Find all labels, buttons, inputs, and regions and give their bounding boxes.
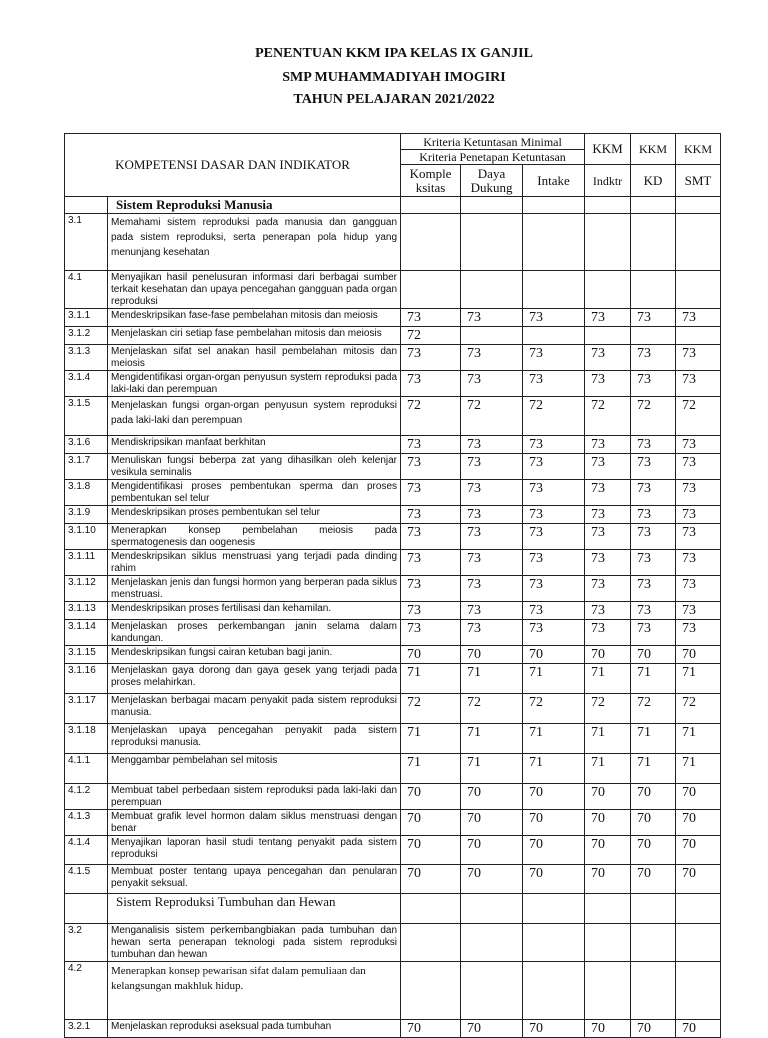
kkm-smt-value [676,327,721,345]
kkm-kd-value: 72 [631,397,676,436]
daya-dukung-value: 73 [461,602,523,620]
intake-value: 73 [523,436,585,454]
header-kkm-3: KKM [676,134,721,165]
kompleksitas-value: 72 [401,694,461,724]
kompleksitas-value: 70 [401,810,461,836]
intake-value: 73 [523,454,585,480]
section-empty-cell [585,894,631,924]
indicator-code: 3.2.1 [65,1020,108,1038]
kkm-smt-value [676,271,721,309]
kkm-kd-value [631,214,676,271]
indicator-code: 3.1.15 [65,646,108,664]
kkm-indikator-value: 70 [585,836,631,865]
kompleksitas-value [401,214,461,271]
kkm-smt-value [676,962,721,1020]
table-row [65,454,721,480]
table-row [65,1020,721,1038]
kkm-smt-value: 73 [676,620,721,646]
table-row [65,620,721,646]
indicator-description: Menjelaskan fungsi organ-organ penyusun system reproduksi pada laki-laki dan perempuan [108,397,401,436]
kkm-kd-value [631,327,676,345]
table-row [65,924,721,962]
kkm-smt-value: 71 [676,754,721,784]
table-row [65,506,721,524]
section-empty-cell [676,894,721,924]
indicator-code: 3.1.18 [65,724,108,754]
indicator-code: 3.1.9 [65,506,108,524]
header-kkm-1: KKM [585,134,631,165]
intake-value: 71 [523,664,585,694]
indicator-code: 3.1.1 [65,309,108,327]
kkm-indikator-value: 73 [585,454,631,480]
kkm-indikator-value: 73 [585,371,631,397]
kompleksitas-value: 73 [401,436,461,454]
kompleksitas-value: 73 [401,602,461,620]
kkm-smt-value [676,214,721,271]
kkm-indikator-value: 73 [585,602,631,620]
table-row [65,836,721,865]
kkm-smt-value: 73 [676,436,721,454]
kompleksitas-value [401,924,461,962]
intake-value: 70 [523,865,585,894]
table-row [65,524,721,550]
indicator-code: 3.1.5 [65,397,108,436]
intake-value [523,327,585,345]
section-empty-cell [401,894,461,924]
indicator-description: Menjelaskan sifat sel anakan hasil pembelahan mitosis dan meiosis [108,345,401,371]
section-row [65,894,721,924]
kkm-kd-value: 70 [631,784,676,810]
kompleksitas-value: 72 [401,327,461,345]
kkm-kd-value [631,271,676,309]
kkm-smt-value: 73 [676,550,721,576]
section-empty-cell [401,197,461,214]
daya-dukung-value: 70 [461,810,523,836]
kkm-kd-value: 73 [631,345,676,371]
daya-dukung-value: 70 [461,1020,523,1038]
daya-dukung-value: 73 [461,506,523,524]
table-row [65,480,721,506]
kompleksitas-value: 73 [401,576,461,602]
intake-value: 73 [523,576,585,602]
indicator-code: 3.1.4 [65,371,108,397]
intake-value: 71 [523,754,585,784]
kkm-indikator-value: 73 [585,506,631,524]
indicator-description: Menjelaskan reproduksi aseksual pada tumbuhan [108,1020,401,1038]
kompleksitas-value: 72 [401,397,461,436]
kompleksitas-value: 73 [401,524,461,550]
kkm-indikator-value [585,327,631,345]
document-title: PENENTUAN KKM IPA KELAS IX GANJIL [255,46,533,61]
kkm-smt-value: 72 [676,694,721,724]
kkm-kd-value: 73 [631,506,676,524]
section-code-cell [65,894,108,924]
indicator-description: Menganalisis sistem perkembangbiakan pada tumbuhan dan hewan serta penerapan teknologi pada sistem reproduksi tumbuhan dan hewan [108,924,401,962]
kkm-indikator-value [585,962,631,1020]
indicator-description: Membuat poster tentang upaya pencegahan dan penularan penyakit seksual. [108,865,401,894]
kompleksitas-value: 70 [401,784,461,810]
indicator-code: 4.1.5 [65,865,108,894]
intake-value: 70 [523,1020,585,1038]
header-kkm-2: KKM [631,134,676,165]
indicator-code: 3.1.17 [65,694,108,724]
kompleksitas-value: 70 [401,646,461,664]
kompleksitas-value: 73 [401,550,461,576]
indicator-description: Mendeskripsikan siklus menstruasi yang terjadi pada dinding rahim [108,550,401,576]
header-indktr: Indktr [585,165,631,197]
indicator-code: 3.1.10 [65,524,108,550]
indicator-code: 3.1.14 [65,620,108,646]
header-kompleksitas: Komple ksitas [401,165,461,197]
table-row [65,576,721,602]
kompleksitas-value: 73 [401,371,461,397]
kkm-smt-value: 73 [676,602,721,620]
intake-value [523,214,585,271]
kkm-indikator-value: 73 [585,550,631,576]
kkm-kd-value: 71 [631,754,676,784]
intake-value: 71 [523,724,585,754]
table-row [65,962,721,1020]
indicator-code: 3.1.12 [65,576,108,602]
kkm-indikator-value: 72 [585,397,631,436]
intake-value [523,962,585,1020]
table-row [65,550,721,576]
section-code-cell [65,197,108,214]
daya-dukung-value: 73 [461,371,523,397]
daya-dukung-value [461,962,523,1020]
intake-value: 73 [523,550,585,576]
intake-value: 73 [523,480,585,506]
kkm-smt-value: 70 [676,646,721,664]
indicator-description: Menyajikan laporan hasil studi tentang penyakit pada sistem reproduksi [108,836,401,865]
kompleksitas-value: 70 [401,1020,461,1038]
header-row-1 [65,134,721,150]
kkm-smt-value: 70 [676,1020,721,1038]
indicator-code: 4.2 [65,962,108,1020]
indicator-description: Mendeskripsikan fase-fase pembelahan mitosis dan meiosis [108,309,401,327]
intake-value: 70 [523,784,585,810]
header-daya-dukung: Daya Dukung [461,165,523,197]
indicator-code: 4.1.1 [65,754,108,784]
intake-value [523,924,585,962]
table-row [65,327,721,345]
table-row [65,309,721,327]
indicator-description: Menuliskan fungsi beberpa zat yang dihasilkan oleh kelenjar vesikula seminalis [108,454,401,480]
intake-value: 72 [523,694,585,724]
kkm-smt-value: 73 [676,506,721,524]
indicator-description: Menjelaskan proses perkembangan janin selama dalam kandungan. [108,620,401,646]
intake-value: 73 [523,371,585,397]
table-row [65,694,721,724]
kkm-kd-value: 70 [631,865,676,894]
intake-value: 73 [523,309,585,327]
kkm-kd-value: 73 [631,371,676,397]
indicator-code: 4.1.2 [65,784,108,810]
section-empty-cell [461,894,523,924]
indicator-description: Menjelaskan berbagai macam penyakit pada sistem reproduksi manusia. [108,694,401,724]
table-row [65,602,721,620]
section-empty-cell [631,197,676,214]
daya-dukung-value: 71 [461,724,523,754]
indicator-description: Membuat tabel perbedaan sistem reproduksi pada laki-laki dan perempuan [108,784,401,810]
daya-dukung-value [461,214,523,271]
indicator-description: Menggambar pembelahan sel mitosis [108,754,401,784]
kkm-indikator-value: 71 [585,724,631,754]
daya-dukung-value: 72 [461,694,523,724]
kkm-kd-value: 73 [631,480,676,506]
header-intake: Intake [523,165,585,197]
section-empty-cell [676,197,721,214]
kkm-indikator-value: 72 [585,694,631,724]
table-body [65,134,721,1038]
indicator-description: Mendeskripsikan proses fertilisasi dan kehamilan. [108,602,401,620]
section-row [65,197,721,214]
daya-dukung-value [461,271,523,309]
kkm-kd-value: 70 [631,810,676,836]
daya-dukung-value: 73 [461,550,523,576]
indicator-code: 4.1 [65,271,108,309]
kkm-indikator-value: 70 [585,1020,631,1038]
kkm-kd-value: 73 [631,620,676,646]
table-row [65,214,721,271]
kkm-indikator-value: 71 [585,754,631,784]
daya-dukung-value: 73 [461,309,523,327]
indicator-code: 3.1.3 [65,345,108,371]
indicator-description: Menjelaskan gaya dorong dan gaya gesek yang terjadi pada proses melahirkan. [108,664,401,694]
kkm-smt-value: 71 [676,724,721,754]
intake-value: 73 [523,524,585,550]
kkm-smt-value: 73 [676,480,721,506]
table-row [65,271,721,309]
kkm-indikator-value [585,924,631,962]
table-row [65,345,721,371]
kompleksitas-value: 70 [401,836,461,865]
indicator-description: Mengidentifikasi organ-organ penyusun system reproduksi pada laki-laki dan perempuan [108,371,401,397]
daya-dukung-value: 73 [461,524,523,550]
kompleksitas-value [401,271,461,309]
table-row [65,724,721,754]
kkm-table [64,133,721,1038]
daya-dukung-value: 73 [461,620,523,646]
kkm-smt-value: 73 [676,345,721,371]
kkm-indikator-value: 73 [585,480,631,506]
daya-dukung-value: 73 [461,480,523,506]
kompleksitas-value: 73 [401,506,461,524]
kkm-indikator-value: 73 [585,345,631,371]
indicator-description: Menjelaskan upaya pencegahan penyakit pada sistem reproduksi manusia. [108,724,401,754]
indicator-code: 3.1.2 [65,327,108,345]
section-title: Sistem Reproduksi Manusia [108,197,401,214]
intake-value: 73 [523,345,585,371]
indicator-code: 4.1.4 [65,836,108,865]
indicator-description: Mendeskripsikan fungsi cairan ketuban bagi janin. [108,646,401,664]
kkm-kd-value: 73 [631,524,676,550]
header-kriteria-penetapan: Kriteria Penetapan Ketuntasan [401,150,585,165]
indicator-description: Menjelaskan ciri setiap fase pembelahan mitosis dan meiosis [108,327,401,345]
table-row [65,865,721,894]
table-row [65,371,721,397]
kkm-indikator-value: 70 [585,646,631,664]
daya-dukung-value [461,924,523,962]
kkm-indikator-value: 73 [585,436,631,454]
section-empty-cell [585,197,631,214]
intake-value: 70 [523,810,585,836]
kompleksitas-value: 70 [401,865,461,894]
kkm-smt-value: 73 [676,309,721,327]
kkm-indikator-value: 73 [585,620,631,646]
indicator-description: Menyajikan hasil penelusuran informasi dari berbagai sumber terkait kesehatan dan upaya pencegahan gangguan pada organ reproduksi [108,271,401,309]
intake-value [523,271,585,309]
kkm-smt-value: 73 [676,576,721,602]
kkm-smt-value: 73 [676,454,721,480]
section-empty-cell [523,197,585,214]
kkm-smt-value: 73 [676,371,721,397]
kkm-smt-value: 70 [676,784,721,810]
kompleksitas-value: 73 [401,345,461,371]
kkm-indikator-value: 70 [585,865,631,894]
kkm-kd-value: 73 [631,602,676,620]
kkm-indikator-value: 73 [585,576,631,602]
indicator-code: 3.1.6 [65,436,108,454]
kkm-kd-value: 73 [631,436,676,454]
daya-dukung-value: 70 [461,784,523,810]
daya-dukung-value: 73 [461,454,523,480]
kkm-indikator-value: 73 [585,524,631,550]
kkm-smt-value: 71 [676,664,721,694]
table-row [65,810,721,836]
kompleksitas-value: 71 [401,754,461,784]
section-empty-cell [461,197,523,214]
kkm-kd-value [631,924,676,962]
header-kd: KD [631,165,676,197]
kkm-smt-value: 72 [676,397,721,436]
indicator-description: Memahami sistem reproduksi pada manusia dan gangguan pada sistem reproduksi, serta penerapan pola hidup yang menunjang kesehatan [108,214,401,271]
header-kriteria-minimal: Kriteria Ketuntasan Minimal [401,134,585,150]
indicator-description: Menerapkan konsep pewarisan sifat dalam pemuliaan dan kelangsungan makhluk hidup. [108,962,401,1020]
daya-dukung-value [461,327,523,345]
kkm-kd-value: 73 [631,454,676,480]
indicator-description: Mendiskripsikan manfaat berkhitan [108,436,401,454]
kompleksitas-value: 73 [401,309,461,327]
daya-dukung-value: 73 [461,576,523,602]
section-title: Sistem Reproduksi Tumbuhan dan Hewan [108,894,401,924]
table-row [65,664,721,694]
indicator-code: 3.2 [65,924,108,962]
table-row [65,784,721,810]
kkm-indikator-value [585,271,631,309]
intake-value: 73 [523,602,585,620]
indicator-code: 3.1.8 [65,480,108,506]
daya-dukung-value: 70 [461,646,523,664]
kkm-indikator-value: 71 [585,664,631,694]
indicator-code: 3.1.13 [65,602,108,620]
table-row [65,436,721,454]
kompleksitas-value: 71 [401,724,461,754]
section-empty-cell [523,894,585,924]
intake-value: 73 [523,620,585,646]
kkm-smt-value [676,924,721,962]
indicator-description: Menerapkan konsep pembelahan meiosis pada spermatogenesis dan oogenesis [108,524,401,550]
indicator-code: 3.1.11 [65,550,108,576]
table-row [65,646,721,664]
daya-dukung-value: 70 [461,865,523,894]
indicator-description: Mendeskripsikan proses pembentukan sel telur [108,506,401,524]
header-kd-indikator: KOMPETENSI DASAR DAN INDIKATOR [65,134,401,197]
kompleksitas-value [401,962,461,1020]
school-name: SMP MUHAMMADIYAH IMOGIRI [282,70,506,85]
kkm-indikator-value: 70 [585,784,631,810]
kompleksitas-value: 73 [401,454,461,480]
kkm-kd-value: 70 [631,646,676,664]
daya-dukung-value: 73 [461,345,523,371]
daya-dukung-value: 71 [461,664,523,694]
indicator-description: Membuat grafik level hormon dalam siklus menstruasi dengan benar [108,810,401,836]
kompleksitas-value: 73 [401,480,461,506]
indicator-description: Menjelaskan jenis dan fungsi hormon yang berperan pada siklus menstruasi. [108,576,401,602]
kkm-kd-value: 70 [631,836,676,865]
intake-value: 72 [523,397,585,436]
indicator-code: 3.1.7 [65,454,108,480]
kkm-smt-value: 70 [676,810,721,836]
kkm-kd-value: 73 [631,309,676,327]
kkm-kd-value: 73 [631,576,676,602]
kkm-smt-value: 70 [676,865,721,894]
table-row [65,754,721,784]
kkm-indikator-value [585,214,631,271]
kkm-smt-value: 73 [676,524,721,550]
kkm-kd-value [631,962,676,1020]
daya-dukung-value: 72 [461,397,523,436]
daya-dukung-value: 73 [461,436,523,454]
intake-value: 70 [523,836,585,865]
kkm-indikator-value: 73 [585,309,631,327]
kkm-smt-value: 70 [676,836,721,865]
academic-year: TAHUN PELAJARAN 2021/2022 [293,92,495,107]
daya-dukung-value: 70 [461,836,523,865]
kompleksitas-value: 71 [401,664,461,694]
indicator-code: 3.1 [65,214,108,271]
kkm-kd-value: 72 [631,694,676,724]
header-smt: SMT [676,165,721,197]
daya-dukung-value: 71 [461,754,523,784]
table-row [65,397,721,436]
kkm-kd-value: 73 [631,550,676,576]
indicator-code: 3.1.16 [65,664,108,694]
section-empty-cell [631,894,676,924]
indicator-description: Mengidentifikasi proses pembentukan sperma dan proses pembentukan sel telur [108,480,401,506]
kkm-kd-value: 71 [631,664,676,694]
kompleksitas-value: 73 [401,620,461,646]
kkm-kd-value: 71 [631,724,676,754]
kkm-kd-value: 70 [631,1020,676,1038]
kkm-indikator-value: 70 [585,810,631,836]
indicator-code: 4.1.3 [65,810,108,836]
intake-value: 70 [523,646,585,664]
intake-value: 73 [523,506,585,524]
